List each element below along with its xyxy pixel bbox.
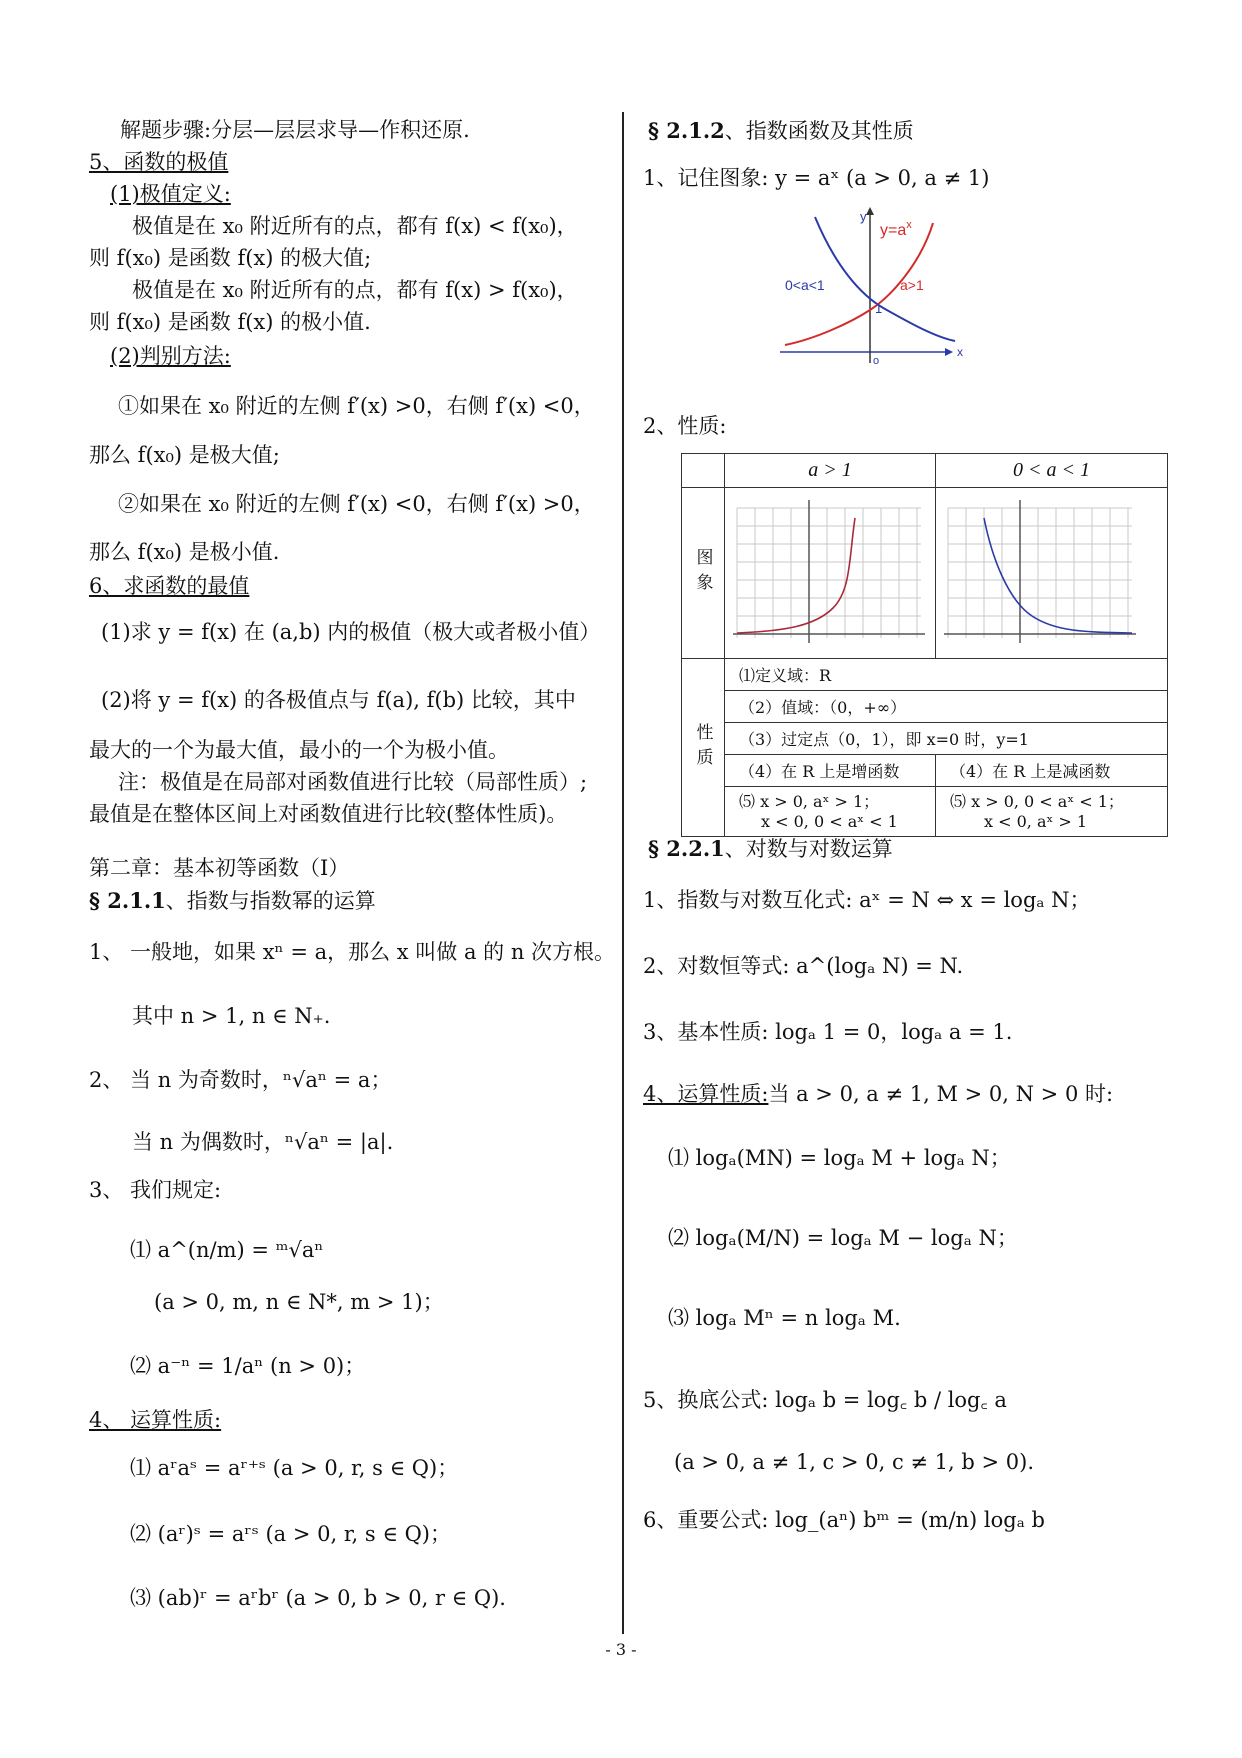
def-min-line-1: 极值是在 x₀ 附近所有的点，都有 f(x) > f(x₀)， bbox=[132, 278, 578, 302]
prop-fixed-point: （3）过定点（0，1），即 x=0 时，y=1 bbox=[725, 723, 1168, 755]
para-2b: 当 n 为偶数时，ⁿ√aⁿ = |a|. bbox=[132, 1130, 394, 1154]
graph-y-label: y bbox=[860, 209, 867, 224]
def-max-line-2: 则 f(x₀) 是函数 f(x) 的极大值; bbox=[89, 246, 372, 270]
graph-label-gt1: a>1 bbox=[900, 277, 924, 293]
grid-increasing bbox=[737, 508, 921, 638]
log-item-4 bbox=[643, 1082, 1113, 1107]
page-number: - 3 - bbox=[605, 1640, 637, 1659]
judge-method-title: (2)判别方法: bbox=[110, 344, 231, 368]
x-axis-arrow bbox=[945, 348, 953, 356]
section-6-title: 6、求函数的最值 bbox=[89, 574, 250, 598]
def-min-line-2: 则 f(x₀) 是函数 f(x) 的极小值. bbox=[89, 310, 371, 334]
para-3-rule-2: ⑵ a⁻ⁿ = 1/aⁿ (n > 0)； bbox=[130, 1354, 366, 1378]
section-212-title bbox=[648, 118, 914, 144]
log-item-4-condition: 当 a > 0, a ≠ 1, M > 0, N > 0 时: bbox=[768, 1082, 1114, 1106]
log-item-1: 1、指数与对数互化式: aˣ = N ⇔ x = logₐ N； bbox=[643, 888, 1091, 912]
graph-cell-increasing bbox=[725, 488, 936, 659]
para-1b: 其中 n > 1, n ∈ N₊. bbox=[132, 1004, 331, 1028]
grid-decreasing bbox=[948, 508, 1132, 638]
log-item-5-condition: (a > 0, a ≠ 1, c > 0, c ≠ 1, b > 0). bbox=[674, 1450, 1035, 1474]
prop-5-decreasing-line-2: x < 0, aˣ > 1 bbox=[984, 811, 1088, 831]
row-label-properties: 性质 bbox=[682, 659, 725, 837]
graph-label-one: 1 bbox=[875, 301, 883, 316]
prop-5-increasing-line-1: ⑸ x > 0, aˣ > 1； bbox=[739, 791, 880, 811]
header-a-gt-1: a > 1 bbox=[725, 454, 936, 488]
section-221-number: § 2.2.1 bbox=[648, 836, 725, 861]
prop-5-decreasing bbox=[936, 787, 1168, 837]
para-3-rule-1-cond: (a > 0, m, n ∈ N*, m > 1)； bbox=[154, 1290, 444, 1314]
graph-cell-decreasing bbox=[936, 488, 1168, 659]
log-item-4-title: 4、运算性质: bbox=[643, 1082, 769, 1106]
prop-range: （2）值域：（0，+∞） bbox=[725, 691, 1168, 723]
log-rule-3: ⑶ logₐ Mⁿ = n logₐ M. bbox=[668, 1306, 901, 1330]
y-axis-arrow bbox=[866, 207, 874, 215]
prop-5-increasing-line-2: x < 0, 0 < aˣ < 1 bbox=[761, 811, 898, 831]
judge-2a: ②如果在 x₀ 附近的左侧 f′(x) <0，右侧 f′(x) >0， bbox=[118, 492, 595, 516]
exponential-graph bbox=[775, 205, 975, 365]
prop-5-decreasing-line-1: ⑸ x > 0, 0 < aˣ < 1； bbox=[950, 791, 1124, 811]
graph-decreasing bbox=[936, 488, 1144, 654]
judge-1a: ①如果在 x₀ 附近的左侧 f′(x) >0，右侧 f′(x) <0， bbox=[118, 394, 595, 418]
graph-x-label: x bbox=[957, 345, 963, 359]
table-corner bbox=[682, 454, 725, 488]
graph-origin-label: o bbox=[873, 355, 880, 365]
header-a-lt-1: 0 < a < 1 bbox=[936, 454, 1168, 488]
para-4-rule-3: ⑶ (ab)ʳ = aʳbʳ (a > 0, b > 0, r ∈ Q). bbox=[130, 1586, 506, 1610]
prop-domain: ⑴定义域：R bbox=[725, 659, 1168, 691]
section-212-text: 、指数函数及其性质 bbox=[724, 119, 914, 143]
log-item-3: 3、基本性质: logₐ 1 = 0，logₐ a = 1. bbox=[643, 1020, 1013, 1044]
log-rule-1: ⑴ logₐ(MN) = logₐ M + logₐ N； bbox=[668, 1146, 1011, 1170]
right-item-1: 1、记住图象: y = aˣ (a > 0, a ≠ 1) bbox=[643, 166, 990, 190]
section-221-title bbox=[648, 836, 893, 862]
right-item-2: 2、性质: bbox=[643, 414, 727, 438]
section-212-number: § 2.1.2 bbox=[648, 118, 725, 143]
graph-label-lt1: 0<a<1 bbox=[785, 277, 825, 293]
log-item-6: 6、重要公式: log_(aⁿ) bᵐ = (m/n) logₐ b bbox=[643, 1508, 1045, 1532]
log-rule-2: ⑵ logₐ(M/N) = logₐ M − logₐ N； bbox=[668, 1226, 1018, 1250]
judge-2b: 那么 f(x₀) 是极小值. bbox=[89, 540, 280, 564]
note-line-1: 注：极值是在局部对函数值进行比较（局部性质）; bbox=[118, 770, 588, 794]
def-max-line-1: 极值是在 x₀ 附近所有的点，都有 f(x) < f(x₀)， bbox=[132, 214, 578, 238]
para-1: 1、 一般地，如果 xⁿ = a，那么 x 叫做 a 的 n 次方根。 bbox=[89, 940, 616, 964]
steps-text: 解题步骤:分层—层层求导—作积还原. bbox=[120, 118, 470, 142]
para-4-title: 4、 运算性质: bbox=[89, 1408, 222, 1432]
section-211-text: 、指数与指数幂的运算 bbox=[165, 889, 376, 913]
log-item-5: 5、换底公式: logₐ b = log꜀ b / log꜀ a bbox=[643, 1388, 1007, 1412]
row-label-image: 图象 bbox=[682, 488, 725, 659]
section-211-title bbox=[89, 888, 376, 914]
prop-decreasing: （4）在 R 上是减函数 bbox=[936, 755, 1168, 787]
extremum-definition-title: (1)极值定义: bbox=[110, 182, 231, 206]
section-6-step-1: (1)求 y = f(x) 在 (a,b) 内的极值（极大或者极小值） bbox=[101, 620, 601, 644]
properties-table bbox=[681, 453, 1168, 837]
graph-func-label: $y=a^x$ bbox=[880, 219, 912, 239]
section-5-title: 5、函数的极值 bbox=[89, 150, 229, 174]
log-item-2: 2、对数恒等式: a^(logₐ N) = N. bbox=[643, 954, 964, 978]
graph-increasing bbox=[725, 488, 933, 654]
para-4-rule-2: ⑵ (aʳ)ˢ = aʳˢ (a > 0, r, s ∈ Q)； bbox=[130, 1522, 451, 1546]
para-3: 3、 我们规定: bbox=[89, 1178, 222, 1202]
section-6-step-3: 最大的一个为最大值，最小的一个为极小值。 bbox=[89, 738, 509, 762]
chapter-title: 第二章：基本初等函数（Ⅰ） bbox=[89, 856, 350, 880]
prop-increasing: （4）在 R 上是增函数 bbox=[725, 755, 936, 787]
note-line-2: 最值是在整体区间上对函数值进行比较(整体性质)。 bbox=[89, 802, 568, 826]
prop-5-increasing bbox=[725, 787, 936, 837]
section-221-text: 、对数与对数运算 bbox=[724, 837, 893, 861]
para-4-rule-1: ⑴ aʳaˢ = aʳ⁺ˢ (a > 0, r, s ∈ Q)； bbox=[130, 1456, 459, 1480]
para-2a: 2、 当 n 为奇数时，ⁿ√aⁿ = a； bbox=[89, 1068, 392, 1092]
judge-1b: 那么 f(x₀) 是极大值; bbox=[89, 443, 280, 467]
para-3-rule-1: ⑴ a^(n/m) = ᵐ√aⁿ bbox=[130, 1238, 324, 1262]
section-211-number: § 2.1.1 bbox=[89, 888, 166, 913]
section-6-step-2: (2)将 y = f(x) 的各极值点与 f(a), f(b) 比较，其中 bbox=[101, 688, 576, 712]
column-divider bbox=[622, 112, 624, 1634]
